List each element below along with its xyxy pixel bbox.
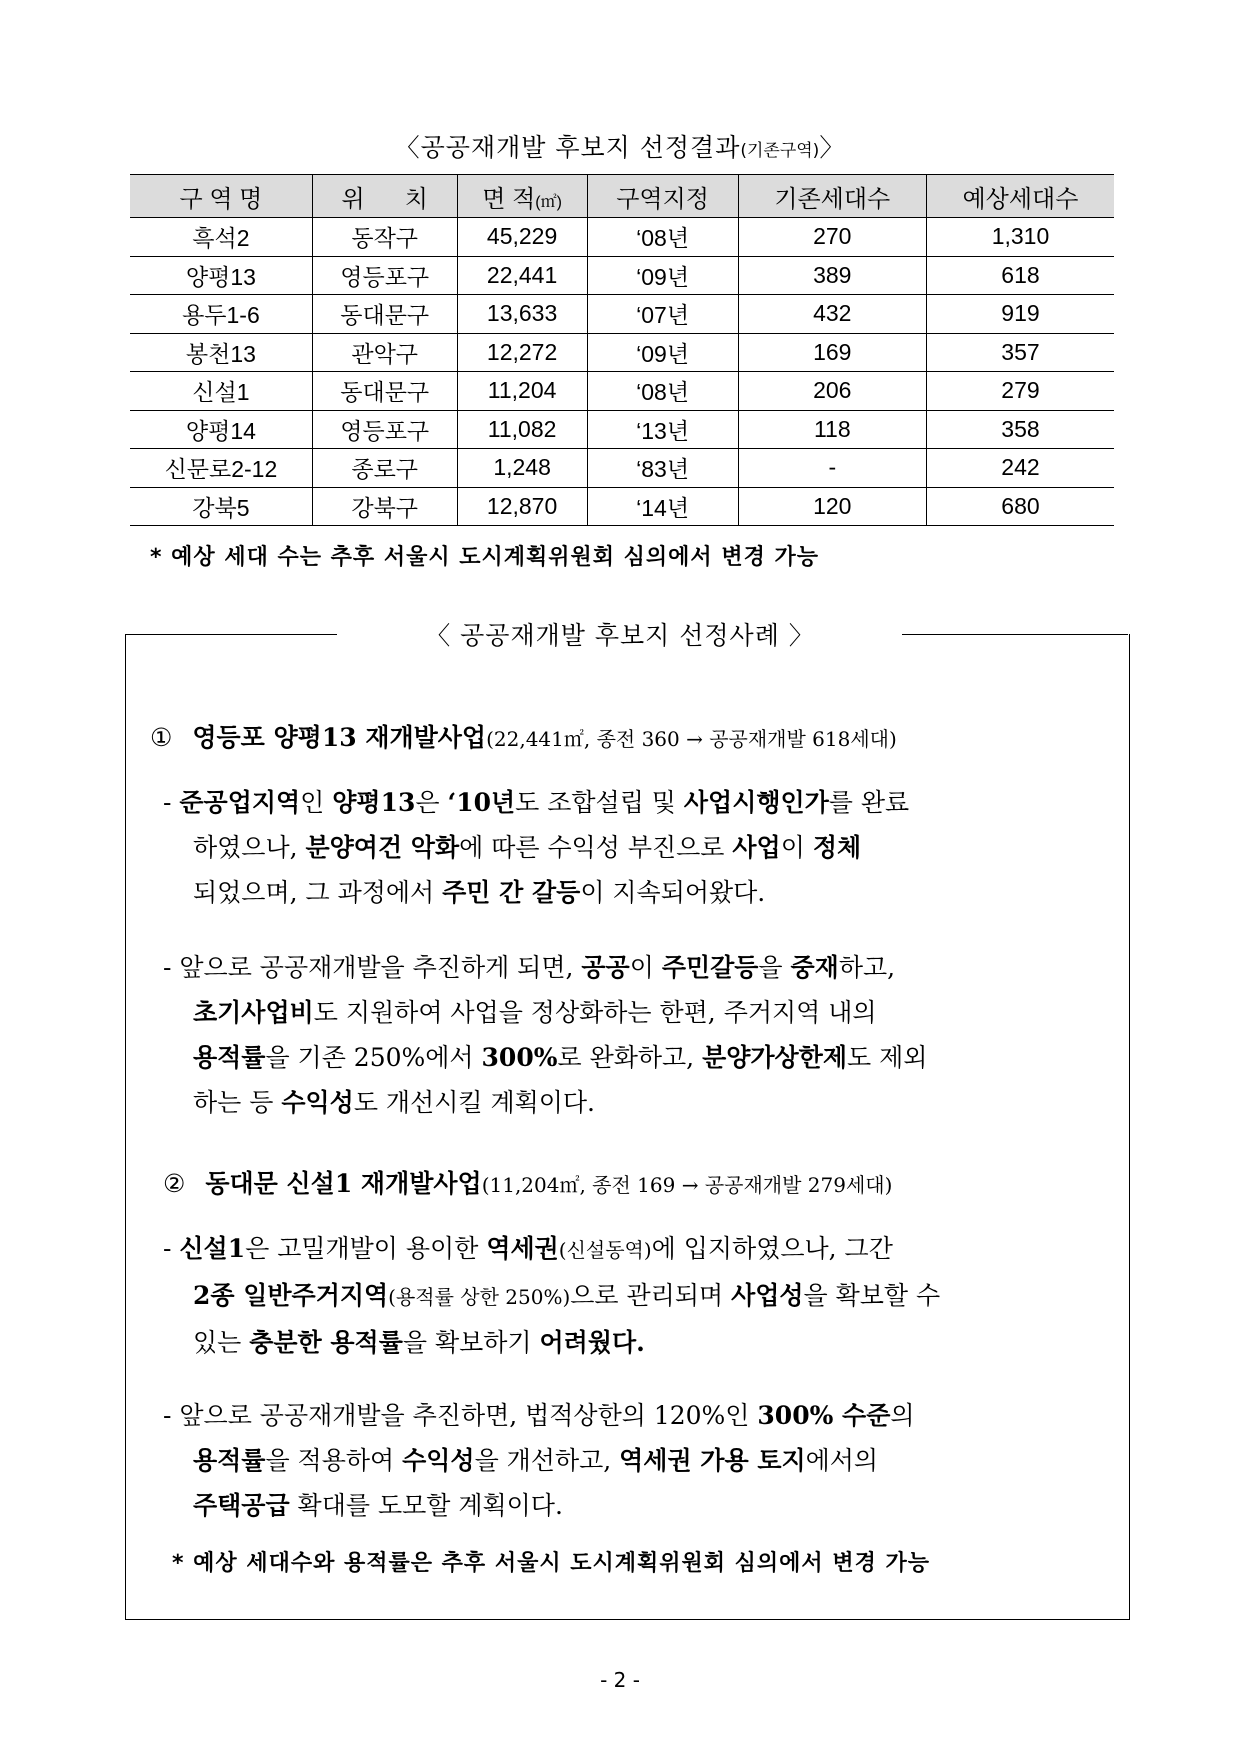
table-cell: 22,441 — [457, 256, 587, 295]
table-cell: 279 — [926, 372, 1114, 411]
text-run: 을 적용하여 — [265, 1446, 403, 1475]
text-run: 에서의 — [805, 1446, 879, 1475]
table-cell: ‘09년 — [587, 333, 738, 372]
text-run: 인 — [300, 788, 333, 817]
selection-results-table — [130, 174, 1114, 526]
text-run: 은 — [415, 788, 448, 817]
text-run: 로 완화하고, — [557, 1043, 703, 1072]
text-run: 분양여건 악화 — [305, 833, 460, 862]
table-cell: 120 — [738, 487, 926, 526]
table-row — [130, 372, 1114, 411]
table-cell: 13,633 — [457, 295, 587, 334]
table-row — [130, 333, 1114, 372]
case2-detail: (11,204㎡, 종전 169 → 공공재개발 279세대) — [481, 1173, 893, 1197]
table-cell: 신문로2-12 — [130, 449, 312, 488]
table-cell: 관악구 — [312, 333, 457, 372]
text-run: 이 지속되어왔다. — [580, 878, 766, 907]
case2-paragraph2 — [163, 1393, 1123, 1528]
table-cell: 영등포구 — [312, 410, 457, 449]
text-run: ‘10년 — [447, 788, 516, 817]
text-run: 중재 — [790, 953, 839, 982]
table-cell: 389 — [738, 256, 926, 295]
text-run: 수익성 — [281, 1088, 354, 1117]
case2-number: ② — [163, 1169, 186, 1198]
text-run: 에 따른 수익성 부진으로 — [459, 833, 733, 862]
table-cell: 242 — [926, 449, 1114, 488]
text-run: 충분한 용적률 — [249, 1328, 403, 1357]
case1-paragraph2 — [163, 945, 1123, 1125]
case1-number: ① — [150, 723, 173, 752]
case2-heading — [163, 1164, 892, 1200]
table-cell: 강북구 — [312, 487, 457, 526]
table-cell: 양평13 — [130, 256, 312, 295]
case-box-footnote: * 예상 세대수와 용적률은 추후 서울시 도시계획위원회 심의에서 변경 가능 — [172, 1551, 930, 1576]
text-run: 역세권 — [486, 1234, 559, 1263]
table-cell: 동대문구 — [312, 295, 457, 334]
text-run: 용적률 — [193, 1043, 266, 1072]
text-run: 도 개선시킬 계획이다. — [353, 1088, 596, 1117]
text-run: 사업 — [732, 833, 781, 862]
table-cell: 270 — [738, 218, 926, 257]
text-run: 있는 — [193, 1328, 250, 1357]
text-run: 신설1 — [179, 1234, 246, 1263]
text-run: 300% 수준 — [757, 1401, 891, 1430]
case1-paragraph1 — [163, 780, 1123, 915]
text-run: 을 — [758, 953, 791, 982]
header-district: 구 역 명 — [130, 175, 312, 218]
text-run: - 앞으로 공공재개발을 추진하면, 법적상한의 120%인 — [163, 1401, 758, 1430]
table-cell: 12,870 — [457, 487, 587, 526]
text-run: 확대를 도모할 계획이다. — [289, 1491, 563, 1520]
text-run: 어려웠다. — [539, 1328, 645, 1357]
text-run: 도 제외 — [846, 1043, 928, 1072]
text-run: 하고, — [838, 953, 896, 982]
table-cell: 358 — [926, 410, 1114, 449]
text-run: 를 완료 — [828, 788, 910, 817]
table-cell: ‘07년 — [587, 295, 738, 334]
table-cell: 618 — [926, 256, 1114, 295]
case-box-title: 〈 공공재개발 후보지 선정사례 〉 — [425, 621, 815, 650]
page-number: - 2 - — [600, 1668, 640, 1692]
table-cell: 1,248 — [457, 449, 587, 488]
text-run: 용적률 — [193, 1446, 266, 1475]
text-run: 하는 등 — [193, 1088, 282, 1117]
text-run: 도 지원하여 사업을 정상화하는 한편, 주거지역 내의 — [313, 998, 877, 1027]
table-cell: 신설1 — [130, 372, 312, 411]
text-run: 분양가상한제 — [702, 1043, 847, 1072]
table-cell: 919 — [926, 295, 1114, 334]
case1-title: 영등포 양평13 재개발사업 — [192, 723, 487, 752]
table-cell: 680 — [926, 487, 1114, 526]
text-run: 300% — [481, 1043, 558, 1072]
text-run: 준공업지역 — [179, 788, 301, 817]
text-run: 역세권 가용 토지 — [619, 1446, 806, 1475]
header-existing-households: 기존세대수 — [738, 175, 926, 218]
text-run: 수익성 — [402, 1446, 475, 1475]
table-cell: 12,272 — [457, 333, 587, 372]
table-row — [130, 410, 1114, 449]
text-run: 정체 — [812, 833, 862, 862]
text-run: - — [163, 788, 180, 817]
header-area: 면 적(㎡) — [457, 175, 587, 218]
table-cell: 11,204 — [457, 372, 587, 411]
text-run: 사업시행인가 — [683, 788, 829, 817]
table-cell: 양평14 — [130, 410, 312, 449]
text-run: 도 조합설립 및 — [515, 788, 684, 817]
text-run: 주민 간 갈등 — [442, 878, 581, 907]
header-designation: 구역지정 — [587, 175, 738, 218]
table-cell: ‘09년 — [587, 256, 738, 295]
table-cell: ‘08년 — [587, 372, 738, 411]
table-cell: 영등포구 — [312, 256, 457, 295]
table-row — [130, 256, 1114, 295]
text-run: 되었으며, 그 과정에서 — [193, 878, 443, 907]
header-expected-households: 예상세대수 — [926, 175, 1114, 218]
table-cell: 206 — [738, 372, 926, 411]
text-run: 을 기존 250%에서 — [265, 1043, 482, 1072]
text-run: 하였으나, — [193, 833, 306, 862]
table-cell: 강북5 — [130, 487, 312, 526]
case1-detail: (22,441㎡, 종전 360 → 공공재개발 618세대) — [486, 727, 897, 751]
text-run: - 앞으로 공공재개발을 추진하게 되면, — [163, 953, 582, 982]
table-cell: ‘83년 — [587, 449, 738, 488]
table-cell: 45,229 — [457, 218, 587, 257]
text-run: 주민갈등 — [661, 953, 759, 982]
table-cell: 동대문구 — [312, 372, 457, 411]
table-row — [130, 218, 1114, 257]
text-run: - — [163, 1234, 180, 1263]
text-run: 이 — [629, 953, 662, 982]
text-run: 으로 관리되며 — [570, 1281, 732, 1310]
table-cell: 1,310 — [926, 218, 1114, 257]
text-run: 2종 일반주거지역 — [193, 1281, 389, 1310]
table-cell: 봉천13 — [130, 333, 312, 372]
case1-heading — [150, 718, 897, 754]
text-run: 주택공급 — [193, 1491, 290, 1520]
table-cell: 357 — [926, 333, 1114, 372]
text-run: 을 개선하고, — [474, 1446, 620, 1475]
table-cell: 118 — [738, 410, 926, 449]
text-run: 사업성 — [731, 1281, 804, 1310]
case2-paragraph1 — [163, 1226, 1123, 1365]
table-cell: ‘08년 — [587, 218, 738, 257]
table-cell: 종로구 — [312, 449, 457, 488]
text-run: 양평13 — [332, 788, 416, 817]
table-row — [130, 449, 1114, 488]
case2-title: 동대문 신설1 재개발사업 — [205, 1169, 482, 1198]
text-run: 을 확보하기 — [402, 1328, 540, 1357]
table-cell: - — [738, 449, 926, 488]
text-run: 에 입지하였으나, 그간 — [651, 1234, 893, 1263]
table-cell: 169 — [738, 333, 926, 372]
text-run: (용적률 상한 250%) — [388, 1285, 571, 1309]
text-run: 공공 — [581, 953, 630, 982]
table-cell: ‘14년 — [587, 487, 738, 526]
text-run: 초기사업비 — [193, 998, 314, 1027]
text-run: 은 고밀개발이 용이한 — [245, 1234, 487, 1263]
text-run: 을 확보할 수 — [803, 1281, 941, 1310]
table-row — [130, 487, 1114, 526]
text-run: 이 — [780, 833, 813, 862]
table-cell: ‘13년 — [587, 410, 738, 449]
table-title: 〈공공재개발 후보지 선정결과(기존구역)〉 — [394, 133, 846, 162]
table-row — [130, 295, 1114, 334]
text-run: 의 — [890, 1401, 915, 1430]
table-cell: 용두1-6 — [130, 295, 312, 334]
text-run: (신설동역) — [558, 1238, 652, 1262]
table-cell: 흑석2 — [130, 218, 312, 257]
table-cell: 11,082 — [457, 410, 587, 449]
table-cell: 432 — [738, 295, 926, 334]
table-cell: 동작구 — [312, 218, 457, 257]
table-footnote: * 예상 세대 수는 추후 서울시 도시계획위원회 심의에서 변경 가능 — [150, 545, 819, 570]
header-location: 위 치 — [312, 175, 457, 218]
